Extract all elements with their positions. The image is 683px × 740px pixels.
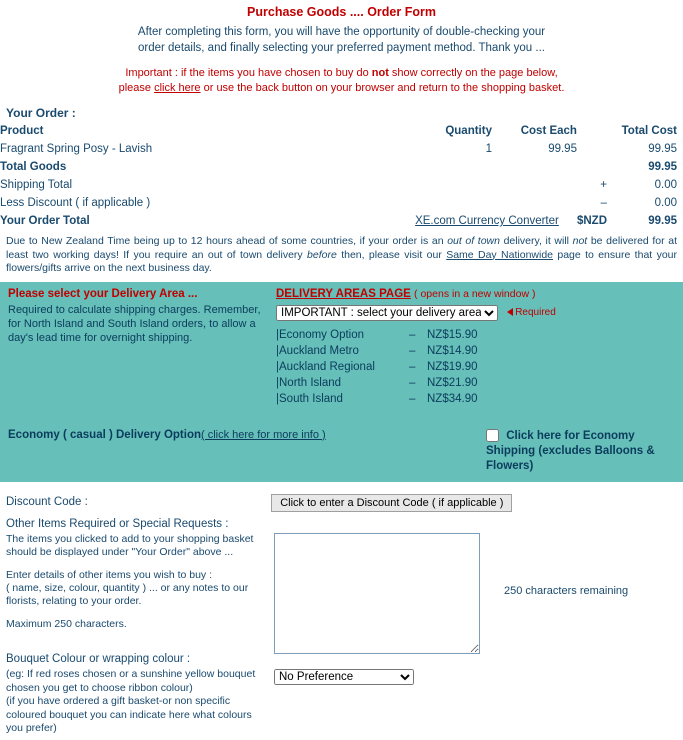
order-total-label: Your Order Total [0,215,90,227]
discount-code-label: Discount Code : [6,496,88,509]
same-day-nationwide-link[interactable]: Same Day Nationwide [446,248,553,261]
tz-part5: page to ensure that your flowers/gifts arrive on the next business day. [6,248,677,274]
economy-more-info-link[interactable]: ( click here for more info ) [201,428,326,441]
table-row-discount [0,194,683,212]
delivery-right-column [276,288,677,407]
price-value: NZ$21.90 [427,376,478,389]
important-bold: not [371,67,389,79]
price-dash: – [409,360,416,373]
economy-shipping-checkbox-group[interactable] [486,429,671,474]
important-line2-prefix: please [118,82,155,94]
price-value: NZ$34.90 [427,392,478,405]
table-row-order-total [0,212,683,230]
tz-italic2: not [572,235,588,247]
bouquet-colour-section [6,641,677,736]
required-label: Required [515,306,556,318]
price-name: Auckland Metro [279,344,359,357]
other-note-2-line1: Enter details of other items you wish to buy : [6,568,213,581]
bouquet-colour-title: Bouquet Colour or wrapping colour : [6,652,191,665]
other-note-2-line2: ( name, size, colour, quantity ) ... or any notes to our florists, relating to your order. [6,581,249,607]
item-product-name: Fragrant Spring Posy - Lavish [0,143,153,155]
bouquet-notes [6,653,268,736]
delivery-area-section [0,282,683,482]
tz-italic1: out of town [447,235,500,247]
delivery-area-select[interactable] [276,305,498,321]
bar-icon: | [276,344,279,357]
economy-option-label: Economy ( casual ) Delivery Option [8,428,201,441]
price-dash: – [409,344,416,357]
economy-shipping-checkbox[interactable] [486,429,499,442]
special-requests-textarea[interactable] [274,533,480,654]
price-name: North Island [279,376,342,389]
price-dash: – [409,376,416,389]
list-item [276,343,478,359]
economy-shipping-label: Click here for Economy Shipping (excludes Balloons & Flowers) [486,429,655,472]
delivery-areas-page-link[interactable]: DELIVERY AREAS PAGE [276,287,411,300]
total-goods-value: 99.95 [648,161,677,173]
table-row-total-goods [0,158,683,176]
price-name: South Island [279,392,343,405]
important-line2-suffix: or use the back button on your browser and return to the shopping basket. [200,82,565,94]
economy-option-label-group [6,429,338,441]
discount-label: Less Discount ( if applicable ) [0,197,151,209]
order-table-header [0,122,683,140]
form-fields-area [0,482,683,740]
currency-converter-cell [397,212,577,230]
bouquet-note-2: (if you have ordered a gift basket-or non specific coloured bouquet you can indicate here what colours you prefer) [6,695,252,734]
delivery-left-column [6,288,270,345]
intro-line-1: After completing this form, you will have the opportunity of double-checking your [137,26,546,38]
bar-icon: | [276,376,279,389]
order-table [0,122,683,230]
price-name: Auckland Regional [279,360,375,373]
other-note-1: The items you clicked to add to your shopping basket should be displayed under "Your Order" above ... [6,532,254,558]
intro-line-2: order details, and finally selecting your preferred payment method. Thank you ... [138,42,545,54]
list-item [276,391,478,407]
price-value: NZ$15.90 [427,328,478,341]
required-indicator [501,307,556,318]
shipping-sign: + [600,179,607,191]
important-prefix: Important : if the items you have chosen to buy do [125,67,372,79]
shipping-label: Shipping Total [0,179,73,191]
item-cost-each: 99.95 [548,143,577,155]
bouquet-note-1: (eg: If red roses chosen or a sunshine yellow bouquet chosen you get to choose ribbon colour) [6,668,256,694]
header-product: Product [0,125,44,137]
page-title: Purchase Goods .... Order Form [247,5,436,19]
characters-remaining-label: 250 characters remaining [504,584,629,597]
item-total-cost: 99.95 [648,143,677,155]
header-total-cost: Total Cost [621,125,677,137]
shipping-value: 0.00 [654,179,677,191]
tz-part2: delivery, it will [499,235,573,247]
tz-part4: then, please visit our [336,248,447,261]
list-item [276,327,478,343]
arrow-left-icon [507,308,513,316]
item-quantity: 1 [485,143,492,155]
delivery-section-title: Please select your Delivery Area ... [8,287,198,300]
discount-code-row [6,490,677,518]
tz-part3: be delivered for at least two working days! If you require an out of town delivery [6,235,677,261]
important-suffix: show correctly on the page below, [388,67,558,79]
table-row [0,140,683,158]
discount-value: 0.00 [654,197,677,209]
timezone-note [0,230,683,282]
delivery-areas-link-row [276,288,677,305]
bar-icon: | [276,360,279,373]
bouquet-colour-select[interactable] [274,669,414,685]
other-items-title: Other Items Required or Special Requests : [6,517,229,530]
delivery-price-table [276,327,478,407]
opens-new-window-note: ( opens in a new window ) [414,287,536,300]
header-quantity: Quantity [445,125,492,137]
order-currency: $NZD [576,215,607,227]
bar-icon: | [276,328,279,341]
price-value: NZ$19.90 [427,360,478,373]
price-value: NZ$14.90 [427,344,478,357]
other-note-3: Maximum 250 characters. [6,617,127,630]
currency-converter-link[interactable]: XE.com Currency Converter [415,215,559,227]
enter-discount-code-button[interactable]: Click to enter a Discount Code ( if applicable ) [271,494,512,512]
tz-italic3: before [307,248,337,261]
list-item [276,359,478,375]
your-order-label: Your Order : [6,106,76,120]
order-total-value: 99.95 [648,215,677,227]
list-item [276,375,478,391]
header-cost-each: Cost Each [520,125,577,137]
economy-option-row [6,407,677,474]
delivery-description: Required to calculate shipping charges. Remember, for North Island and South Island orders, to allow a day's lead time for overnight shipping. [8,303,261,344]
important-notice [0,56,683,100]
table-row-shipping [0,176,683,194]
total-goods-label: Total Goods [0,161,67,173]
discount-sign: – [600,197,607,209]
price-name: Economy Option [279,328,365,341]
click-here-link[interactable]: click here [154,82,201,94]
intro-text [0,19,683,56]
price-dash: – [409,392,416,405]
price-dash: – [409,328,416,341]
tz-part1: Due to New Zealand Time being up to 12 hours ahead of some countries, if your order is an [6,235,448,247]
other-note-2 [6,569,266,608]
other-items-notes [6,533,266,641]
bar-icon: | [276,392,279,405]
